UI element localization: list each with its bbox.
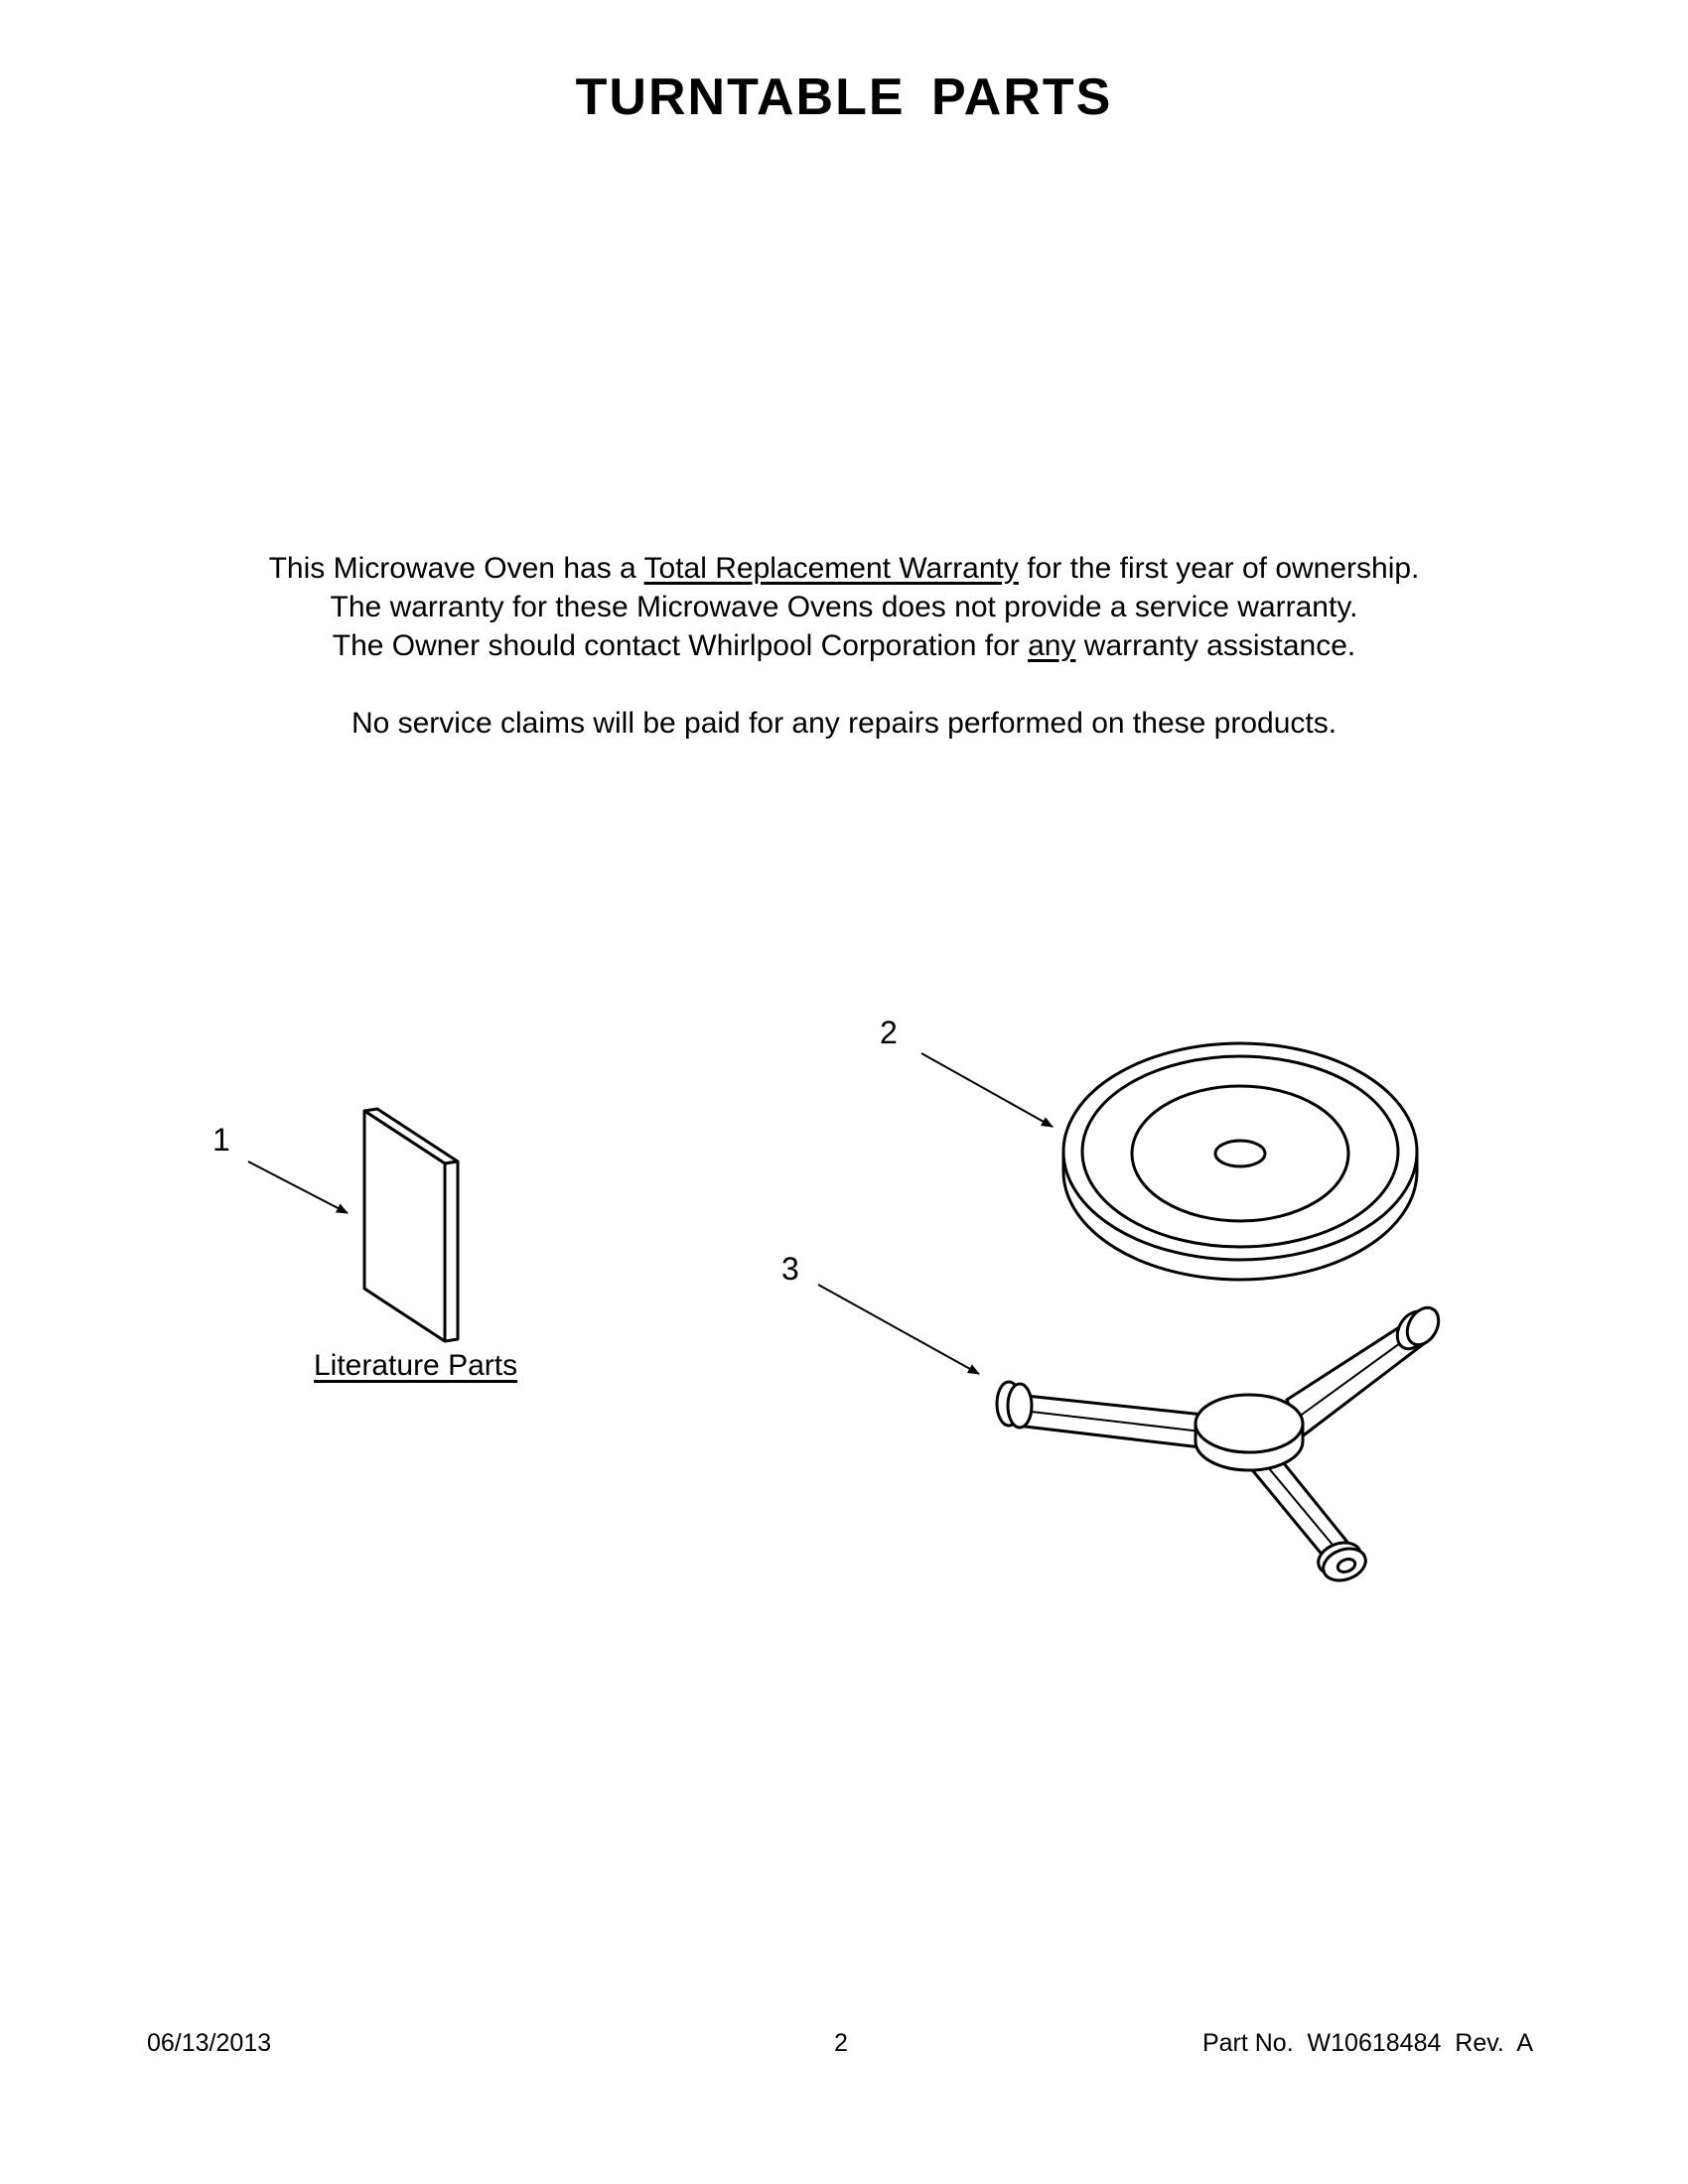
footer-part-number: Part No. W10618484 Rev. A [1201, 2029, 1533, 2057]
footer-page-number: 2 [834, 2029, 848, 2057]
page-title: TURNTABLE PARTS [575, 68, 1113, 126]
warranty-line-1-suffix: for the first year of ownership. [1018, 552, 1420, 585]
warranty-line-3-prefix: The Owner should contact Whirlpool Corporation for [332, 629, 1029, 662]
service-claims-notice: No service claims will be paid for any repairs performed on these products. [351, 707, 1337, 740]
literature-parts-label: Literature Parts [314, 1349, 518, 1382]
callout-3-leader [818, 1285, 979, 1374]
callout-1: 1 [212, 1122, 230, 1158]
warranty-line-1-prefix: This Microwave Oven has a [268, 552, 644, 585]
literature-booklet-icon [364, 1109, 458, 1341]
callout-2-leader [921, 1053, 1053, 1127]
warranty-line-2: The warranty for these Microwave Ovens does not provide a service warranty. [330, 591, 1358, 623]
footer-date: 06/13/2013 [147, 2029, 272, 2057]
callout-1-leader [248, 1161, 348, 1213]
callout-3: 3 [781, 1251, 799, 1287]
warranty-line-3-suffix: warranty assistance. [1075, 629, 1356, 662]
turntable-tray-icon [1063, 1043, 1417, 1280]
callout-2: 2 [880, 1015, 898, 1050]
total-replacement-warranty-text: Total Replacement Warranty [643, 552, 1019, 585]
turntable-support-icon [997, 1302, 1445, 1586]
any-underlined-text: any [1028, 629, 1076, 662]
